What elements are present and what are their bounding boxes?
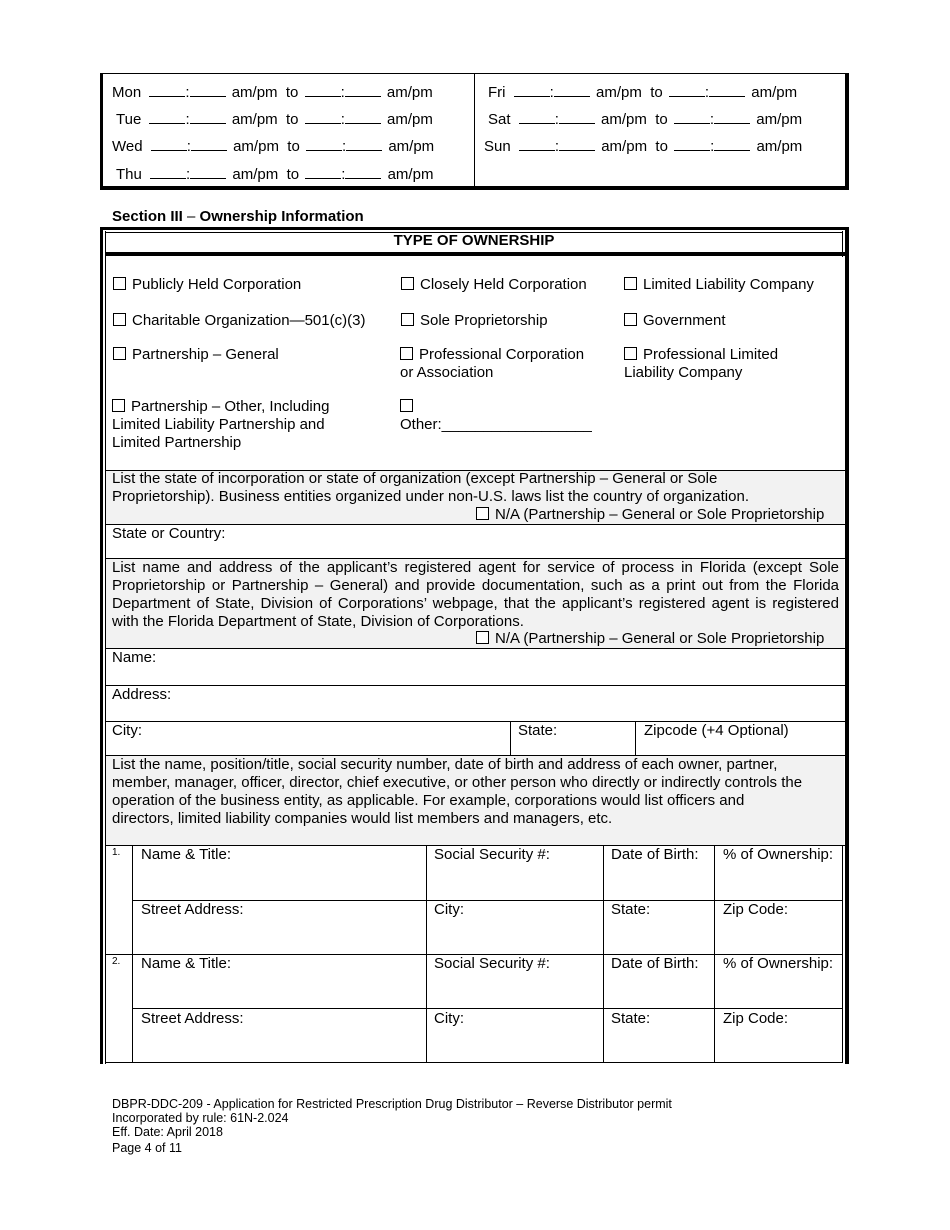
hours-row-wed xyxy=(112,138,434,156)
close-hour-field[interactable] xyxy=(305,166,341,179)
owner-number: 1. xyxy=(112,847,121,858)
option-label: Closely Held Corporation xyxy=(420,276,587,293)
ampm-label: am/pm xyxy=(386,84,433,101)
open-hour-field[interactable] xyxy=(149,111,185,124)
na-label: N/A (Partnership – General or Sole Proprietorship xyxy=(495,630,825,647)
to-label: to xyxy=(286,166,300,183)
section-title xyxy=(112,208,364,226)
ampm-label: am/pm xyxy=(231,84,278,101)
open-minute-field[interactable] xyxy=(559,138,595,151)
hours-row-tue xyxy=(116,111,433,129)
owner-grid-row xyxy=(132,1008,843,1009)
option-label: Partnership – Other, Including xyxy=(131,398,330,415)
day-label: Sun xyxy=(484,138,511,155)
option-label: Sole Proprietorship xyxy=(420,312,548,329)
ampm-label: am/pm xyxy=(751,84,798,101)
open-minute-field[interactable] xyxy=(190,111,226,124)
footer-page-number: Page 4 of 11 xyxy=(112,1141,182,1155)
close-minute-field[interactable] xyxy=(714,111,750,124)
ampm-label: am/pm xyxy=(596,84,642,101)
hours-table-border-left xyxy=(100,73,103,190)
footer-eff-date: Eff. Date: April 2018 xyxy=(112,1125,223,1139)
owner-pct-field[interactable]: % of Ownership: xyxy=(723,846,834,863)
checkbox[interactable] xyxy=(113,313,126,326)
checkbox[interactable] xyxy=(400,347,413,360)
owner-pct-field[interactable]: % of Ownership: xyxy=(723,955,834,972)
option-label: Other:__________________ xyxy=(400,416,592,433)
option-other[interactable] xyxy=(400,398,592,434)
ampm-label: am/pm xyxy=(601,138,648,155)
footer-form-id: DBPR-DDC-209 - Application for Restricted Prescription Drug Distributor – Reverse Distributor permit xyxy=(112,1097,672,1111)
checkbox[interactable] xyxy=(401,313,414,326)
agent-zip-field[interactable]: Zipcode (+4 Optional) xyxy=(644,722,789,739)
owner-state-field[interactable]: State: xyxy=(611,901,651,918)
section-title-rest: Ownership Information xyxy=(199,208,364,225)
ownership-table-border-right xyxy=(845,227,849,1064)
open-hour-field[interactable] xyxy=(151,138,187,151)
checkbox[interactable] xyxy=(624,277,637,290)
colon: : xyxy=(710,138,715,155)
owner-dob-field[interactable]: Date of Birth: xyxy=(611,846,699,863)
option-label-line2: Liability Company xyxy=(624,364,743,381)
owner-state-field[interactable]: State: xyxy=(611,1010,651,1027)
option-label: Professional Corporation xyxy=(419,346,585,363)
owner-grid-bottom xyxy=(105,1062,843,1063)
colon: : xyxy=(185,111,190,128)
option-label: Partnership – General xyxy=(132,346,279,363)
checkbox[interactable] xyxy=(113,277,126,290)
ampm-label: am/pm xyxy=(388,138,435,155)
agent-city-field[interactable]: City: xyxy=(112,722,142,739)
close-minute-field[interactable] xyxy=(346,138,382,151)
close-hour-field[interactable] xyxy=(306,138,342,151)
owner-zip-field[interactable]: Zip Code: xyxy=(723,1010,789,1027)
ampm-label: am/pm xyxy=(233,138,279,155)
option-label: Government xyxy=(643,312,726,329)
checkbox[interactable] xyxy=(476,631,489,644)
open-minute-field[interactable] xyxy=(191,138,227,151)
colon: : xyxy=(709,111,715,128)
open-hour-field[interactable] xyxy=(149,84,185,97)
state-or-country-field[interactable]: State or Country: xyxy=(112,525,226,542)
hours-table-divider xyxy=(474,74,475,187)
agent-instruction: List name and address of the applicant’s registered agent for service of process in Florida (except Sole Proprietorship or Partnership – General) and provide documentation, such as a print out from the Florida Department of State, Division of Corporations’ webpage, that the applicant’s registered agent is registered with the Florida Department of State, Division of Corporations. xyxy=(112,559,839,630)
close-minute-field[interactable] xyxy=(345,84,381,97)
owners-instruction-line4: directors, limited liability companies would list members and managers, etc. xyxy=(112,810,613,827)
option-closely-held[interactable] xyxy=(401,276,587,294)
colon: : xyxy=(186,138,191,155)
hours-row-sun xyxy=(484,138,802,156)
ownership-table-border-left xyxy=(100,227,103,1064)
colon: : xyxy=(554,138,560,155)
day-label: Fri xyxy=(488,84,506,101)
owner-number: 2. xyxy=(112,956,121,967)
open-minute-field[interactable] xyxy=(190,166,226,179)
option-sole-proprietorship[interactable] xyxy=(401,312,548,330)
agent-na-option[interactable] xyxy=(476,630,824,648)
hours-row-mon xyxy=(112,84,433,102)
checkbox[interactable] xyxy=(112,399,125,412)
owner-ssn-field[interactable]: Social Security #: xyxy=(434,846,550,863)
ampm-label: am/pm xyxy=(231,111,278,128)
option-label-line2: Limited Liability Partnership and xyxy=(112,416,325,433)
checkbox[interactable] xyxy=(476,507,489,520)
owners-instruction-line1: List the name, position/title, social security number, date of birth and address of each owner, partner, xyxy=(112,756,778,773)
incorporation-na-option[interactable] xyxy=(476,506,824,524)
ampm-label: am/pm xyxy=(387,111,433,128)
option-professional-llc[interactable] xyxy=(624,346,778,382)
option-label: Limited Liability Company xyxy=(643,276,814,293)
open-hour-field[interactable] xyxy=(514,84,550,97)
footer-rule: Incorporated by rule: 61N-2.024 xyxy=(112,1111,289,1125)
owner-city-field[interactable]: City: xyxy=(434,901,464,918)
owner-zip-field[interactable]: Zip Code: xyxy=(723,901,789,918)
close-minute-field[interactable] xyxy=(714,138,750,151)
divider xyxy=(635,721,636,755)
section-title-bold: Section III xyxy=(112,208,183,225)
ownership-table-border-top xyxy=(100,227,849,230)
option-partnership-other[interactable] xyxy=(112,398,329,452)
option-llc[interactable] xyxy=(624,276,814,294)
option-charitable[interactable] xyxy=(113,312,365,330)
option-label: Professional Limited xyxy=(643,346,779,363)
owner-name-title-field[interactable]: Name & Title: xyxy=(141,955,232,972)
close-minute-field[interactable] xyxy=(345,111,381,124)
option-partnership-general[interactable] xyxy=(113,346,279,364)
option-label: Publicly Held Corporation xyxy=(132,276,302,293)
colon: : xyxy=(704,84,710,101)
ampm-label: am/pm xyxy=(232,166,279,183)
ampm-label: am/pm xyxy=(601,111,647,128)
option-label-line2: or Association xyxy=(400,364,494,381)
ownership-header: TYPE OF OWNERSHIP xyxy=(393,232,555,249)
close-hour-field[interactable] xyxy=(305,111,341,124)
day-label: Mon xyxy=(112,84,142,101)
owner-ssn-field[interactable]: Social Security #: xyxy=(434,955,550,972)
checkbox[interactable] xyxy=(113,347,126,360)
ampm-label: am/pm xyxy=(756,138,803,155)
colon: : xyxy=(340,84,345,101)
owner-street-field[interactable]: Street Address: xyxy=(141,1010,244,1027)
option-professional-corporation[interactable] xyxy=(400,346,584,382)
option-label: Charitable Organization—501(c)(3) xyxy=(132,312,366,329)
to-label: to xyxy=(655,111,668,128)
hours-row-sat xyxy=(488,111,802,129)
divider xyxy=(105,648,845,649)
open-hour-field[interactable] xyxy=(150,166,186,179)
checkbox[interactable] xyxy=(624,347,637,360)
close-hour-field[interactable] xyxy=(674,138,710,151)
ampm-label: am/pm xyxy=(387,166,434,183)
open-minute-field[interactable] xyxy=(190,84,226,97)
divider xyxy=(510,721,511,755)
colon: : xyxy=(186,166,191,183)
checkbox[interactable] xyxy=(401,277,414,290)
agent-state-field[interactable]: State: xyxy=(518,722,558,739)
owner-street-field[interactable]: Street Address: xyxy=(141,901,244,918)
incorporation-instruction-line2: Proprietorship). Business entities organized under non-U.S. laws list the country of organization. xyxy=(112,488,749,505)
colon: : xyxy=(549,84,554,101)
option-government[interactable] xyxy=(624,312,726,330)
incorporation-instruction-line1: List the state of incorporation or state of organization (except Partnership – General or Sole xyxy=(112,470,718,487)
ampm-label: am/pm xyxy=(756,111,803,128)
open-minute-field[interactable] xyxy=(559,111,595,124)
to-label: to xyxy=(285,84,299,101)
hours-row-fri xyxy=(488,84,797,102)
colon: : xyxy=(185,84,190,101)
agent-address-field[interactable]: Address: xyxy=(112,686,172,703)
day-label: Thu xyxy=(116,166,142,183)
colon: : xyxy=(340,111,345,128)
to-label: to xyxy=(655,138,668,155)
owner-name-title-field[interactable]: Name & Title: xyxy=(141,846,232,863)
open-minute-field[interactable] xyxy=(554,84,590,97)
checkbox[interactable] xyxy=(624,313,637,326)
hours-table-border-right xyxy=(845,73,849,190)
close-hour-field[interactable] xyxy=(669,84,705,97)
checkbox[interactable] xyxy=(400,399,413,412)
colon: : xyxy=(554,111,559,128)
na-label: N/A (Partnership – General or Sole Proprietorship xyxy=(495,506,825,523)
agent-name-field[interactable]: Name: xyxy=(112,649,157,666)
divider xyxy=(105,685,845,686)
to-label: to xyxy=(650,84,663,101)
owner-city-field[interactable]: City: xyxy=(434,1010,464,1027)
hours-row-thu xyxy=(116,166,433,184)
owners-instruction-line2: member, manager, officer, director, chief executive, or other person who directly or indirectly controls the xyxy=(112,774,803,791)
to-label: to xyxy=(287,138,300,155)
open-hour-field[interactable] xyxy=(519,111,555,124)
close-minute-field[interactable] xyxy=(345,166,381,179)
colon: : xyxy=(341,166,346,183)
close-hour-field[interactable] xyxy=(674,111,710,124)
section-title-dash: – xyxy=(187,208,196,225)
day-label: Wed xyxy=(112,138,143,155)
owner-dob-field[interactable]: Date of Birth: xyxy=(611,955,699,972)
colon: : xyxy=(341,138,347,155)
option-label-line3: Limited Partnership xyxy=(112,434,242,451)
close-hour-field[interactable] xyxy=(305,84,341,97)
header-divider xyxy=(105,252,845,256)
close-minute-field[interactable] xyxy=(709,84,745,97)
to-label: to xyxy=(286,111,299,128)
option-publicly-held[interactable] xyxy=(113,276,301,294)
day-label: Sat xyxy=(488,111,511,128)
day-label: Tue xyxy=(116,111,142,128)
open-hour-field[interactable] xyxy=(519,138,555,151)
owners-instruction-line3: operation of the business entity, as applicable. For example, corporations would list officers and xyxy=(112,792,745,809)
